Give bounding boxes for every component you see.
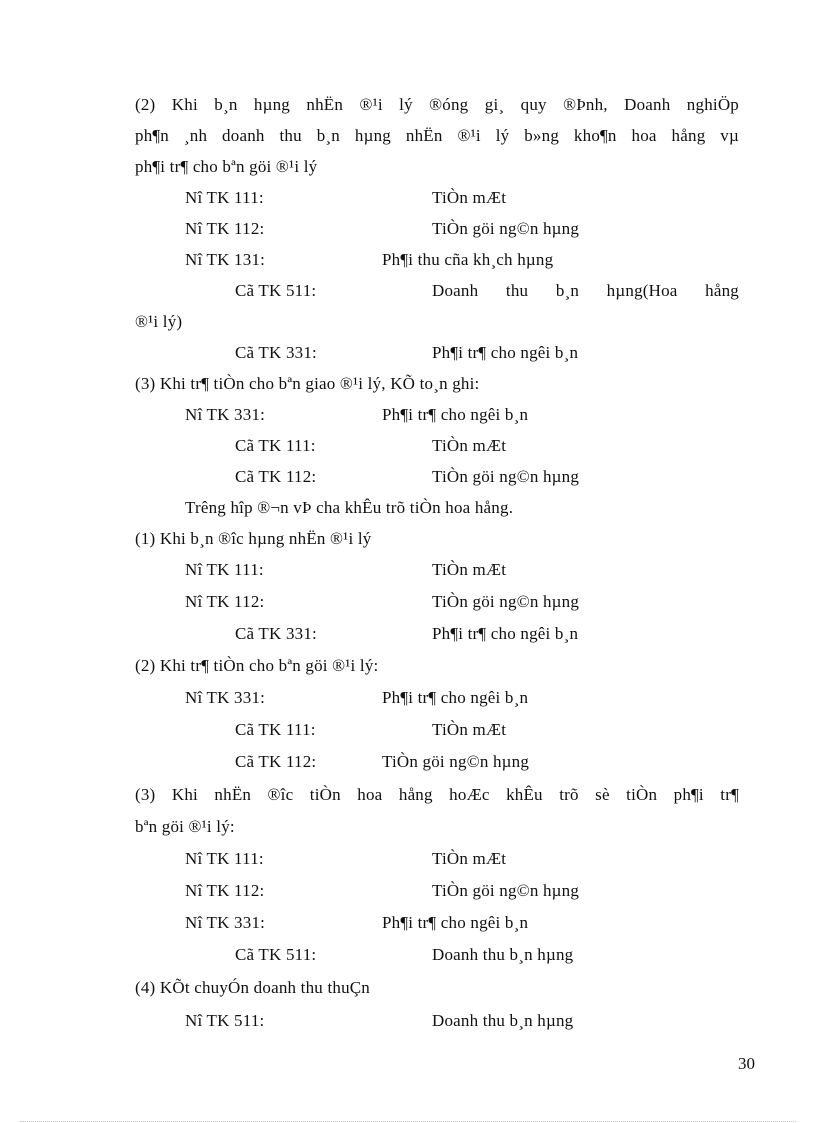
entry-account: Nî TK 331:: [185, 405, 266, 424]
entry-account: Nî TK 131:: [185, 250, 266, 269]
paragraph-line: (4) KÕt chuyÓn doanh thu thuÇn: [135, 978, 371, 997]
entry-description: Ph¶i tr¶ cho ngêi b¸n: [432, 624, 579, 643]
paragraph-line: (2) Khi b¸n hµng nhËn ®¹i lý ®óng gi¸ quy ®Þnh, Doanh nghiÖp: [135, 95, 739, 114]
entry-account: Cã TK 112:: [235, 752, 317, 771]
entry-description: TiÒn göi ng©n hµng: [432, 219, 580, 238]
entry-description: TiÒn mÆt: [432, 436, 507, 455]
paragraph-line: (2) Khi tr¶ tiÒn cho bªn göi ®¹i lý:: [135, 656, 379, 675]
entry-account: Cã TK 511:: [235, 281, 317, 300]
entry-account: Cã TK 331:: [235, 624, 317, 643]
entry-account: Nî TK 111:: [185, 560, 264, 579]
entry-account: Nî TK 112:: [185, 219, 265, 238]
entry-description: Doanh thu b¸n hµng(Hoa hång: [432, 281, 739, 300]
entry-account: Cã TK 112:: [235, 467, 317, 486]
entry-description: Ph¶i tr¶ cho ngêi b¸n: [382, 688, 529, 707]
entry-description: Ph¶i tr¶ cho ngêi b¸n: [432, 343, 579, 362]
entry-account: Nî TK 112:: [185, 881, 265, 900]
entry-description: Doanh thu b¸n hµng: [432, 1011, 574, 1030]
entry-account: Cã TK 111:: [235, 720, 316, 739]
page-number: 30: [738, 1054, 755, 1073]
entry-account: Nî TK 111:: [185, 188, 264, 207]
entry-description: Ph¶i tr¶ cho ngêi b¸n: [382, 913, 529, 932]
entry-account: Nî TK 111:: [185, 849, 264, 868]
paragraph-line: Trêng hîp ®¬n vÞ cha khÊu trõ tiÒn hoa hång.: [185, 498, 514, 517]
entry-description: TiÒn göi ng©n hµng: [432, 467, 580, 486]
paragraph-line: (3) Khi nhËn ®îc tiÒn hoa hång hoÆc khÊu trõ sè tiÒn ph¶i tr¶: [135, 785, 739, 804]
entry-description: TiÒn mÆt: [432, 188, 507, 207]
paragraph-line: ph¶i tr¶ cho bªn göi ®¹i lý: [135, 157, 318, 176]
entry-account: Nî TK 331:: [185, 688, 266, 707]
entry-description: TiÒn göi ng©n hµng: [432, 881, 580, 900]
entry-account: Nî TK 112:: [185, 592, 265, 611]
paragraph-line: ph¶n ¸nh doanh thu b¸n hµng nhËn ®¹i lý b»ng kho¶n hoa hång vµ: [135, 126, 739, 145]
entry-description: TiÒn göi ng©n hµng: [432, 592, 580, 611]
entry-description: TiÒn mÆt: [432, 560, 507, 579]
paragraph-line: bªn göi ®¹i lý:: [135, 817, 235, 836]
entry-account: Nî TK 331:: [185, 913, 266, 932]
entry-description: TiÒn göi ng©n hµng: [382, 752, 530, 771]
paragraph-line: (3) Khi tr¶ tiÒn cho bªn giao ®¹i lý, KÕ to¸n ghi:: [135, 374, 480, 393]
entry-account: Cã TK 511:: [235, 945, 317, 964]
entry-description: Ph¶i tr¶ cho ngêi b¸n: [382, 405, 529, 424]
entry-description: Doanh thu b¸n hµng: [432, 945, 574, 964]
entry-account: Nî TK 511:: [185, 1011, 265, 1030]
entry-description: TiÒn mÆt: [432, 849, 507, 868]
entry-account: Cã TK 111:: [235, 436, 316, 455]
entry-account: Cã TK 331:: [235, 343, 317, 362]
paragraph-line: ®¹i lý): [135, 312, 183, 331]
entry-description: Ph¶i thu cña kh¸ch hµng: [382, 250, 554, 269]
footer-divider: [20, 1121, 796, 1122]
entry-description: TiÒn mÆt: [432, 720, 507, 739]
paragraph-line: (1) Khi b¸n ®îc hµng nhËn ®¹i lý: [135, 529, 372, 548]
